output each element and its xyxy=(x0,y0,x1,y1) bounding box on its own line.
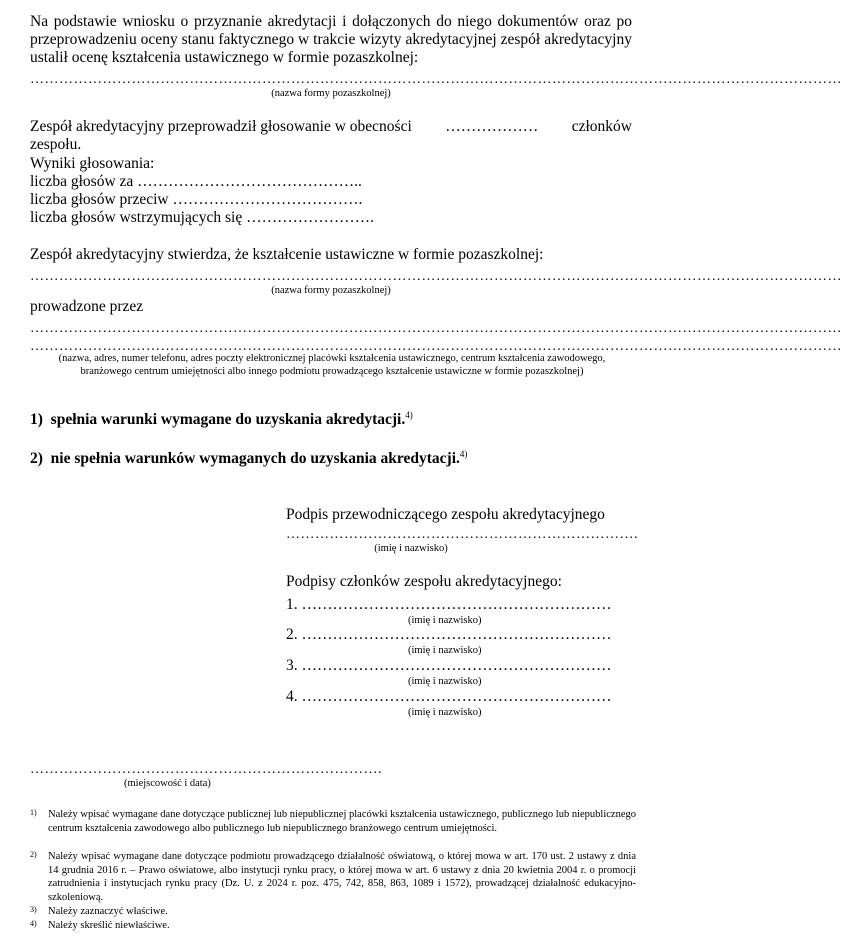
member-name-label: (imię i nazwisko) xyxy=(408,676,482,687)
chair-name-label: (imię i nazwisko) xyxy=(374,543,448,554)
member-signature-field[interactable]: …………………………………………………… xyxy=(301,626,612,643)
member-number: 1. xyxy=(286,596,298,613)
footnote-number: 4) xyxy=(30,919,37,928)
member-signature-2 xyxy=(286,626,626,657)
vote-sentence-part-a: Zespół akredytacyjny przeprowadził głosowanie w obecności xyxy=(30,118,412,135)
member-signature-1 xyxy=(286,596,626,627)
form-name-label: (nazwa formy pozaszkolnej) xyxy=(271,88,391,99)
footnote-text: Należy skreślić niewłaściwe. xyxy=(48,920,170,931)
member-signature-field[interactable]: …………………………………………………… xyxy=(301,688,612,705)
option-number: 2) xyxy=(30,450,43,467)
footnote-text: Należy wpisać wymagane dane dotyczące publicznej lub niepublicznej placówki kształcenia ustawicznego, publicznego lub niepublicznego centrum kształcenia zawodowego albo publicznego lub niepublicznego branżowego centrum umiejętności. xyxy=(48,809,636,834)
vote-sentence-part-c: zespołu. xyxy=(30,136,82,153)
form-name-label-2: (nazwa formy pozaszkolnej) xyxy=(271,285,391,296)
member-name-label: (imię i nazwisko) xyxy=(408,707,482,718)
place-date-field[interactable]: ………………………………………………………………. xyxy=(30,762,382,777)
footnote-number: 3) xyxy=(30,905,37,914)
entity-field-line-1[interactable]: …………………………………………………………………………………………………………………………………………………… xyxy=(30,321,842,336)
member-name-label: (imię i nazwisko) xyxy=(408,615,482,626)
form-name-field-2[interactable]: …………………………………………………………………………………………………………………………………………………… xyxy=(30,269,842,284)
footnote-number: 2) xyxy=(30,850,37,859)
conducted-by-label: prowadzone przez xyxy=(30,298,144,315)
member-signature-4 xyxy=(286,688,626,719)
form-name-field[interactable]: …………………………………………………………………………………………………………………………………………………… xyxy=(30,72,842,87)
footnote-ref: 4) xyxy=(459,448,468,459)
entity-field-line-2[interactable]: …………………………………………………………………………………………………………………………………………………… xyxy=(30,339,842,354)
chair-signature-field[interactable]: ………………………………………………………………. xyxy=(286,527,638,542)
present-members-field[interactable]: ……………… xyxy=(445,118,539,135)
option-text: nie spełnia warunków wymaganych do uzyskania akredytacji. xyxy=(50,450,460,467)
votes-abstain-field[interactable]: liczba głosów wstrzymujących się ……………………. xyxy=(30,209,374,226)
vote-sentence xyxy=(30,118,632,154)
vote-results-label: Wyniki głosowania: xyxy=(30,155,155,172)
place-date-label: (miejscowość i data) xyxy=(124,778,211,789)
option-meets-requirements[interactable] xyxy=(30,411,413,429)
member-signature-field[interactable]: …………………………………………………… xyxy=(301,596,612,613)
member-number: 3. xyxy=(286,657,298,674)
footnote-text: Należy zaznaczyć właściwe. xyxy=(48,906,168,917)
option-text: spełnia warunki wymagane do uzyskania akredytacji. xyxy=(50,411,406,428)
footnote-text: Należy wpisać wymagane dane dotyczące podmiotu prowadzącego działalność oświatową, o której mowa w art. 170 ust. 2 ustawy z dnia 14 grudnia 2016 r. – Prawo oświatowe, albo instytucji rynku pracy, o której mowa w art. 6 ustawy z dnia 20 kwietnia 2004 r. o promocji zatrudnienia i instytucjach rynku pracy (Dz. U. z 2024 r. poz. 475, 742, 858, 863, 1089 i 1572), prowadzącej działalność edukacyjno-szkoleniową. xyxy=(48,851,636,903)
footnote-ref: 4) xyxy=(405,409,413,420)
option-does-not-meet-requirements[interactable] xyxy=(30,450,467,468)
vote-sentence-part-b: członków xyxy=(571,118,632,135)
member-signature-field[interactable]: …………………………………………………… xyxy=(301,657,612,674)
member-number: 2. xyxy=(286,626,298,643)
option-number: 1) xyxy=(30,411,43,428)
member-signature-3 xyxy=(286,657,626,688)
entity-label: (nazwa, adres, numer telefonu, adres poczty elektronicznej placówki kształcenia ustawicznego, centrum kształcenia zawodowego, branżowego centrum umiejętności albo innego podmiotu prowadzącego kształcenie ustawiczne w formie pozaszkolnej) xyxy=(58,353,606,377)
votes-for-field[interactable]: liczba głosów za …………………………………….. xyxy=(30,173,362,190)
member-name-label: (imię i nazwisko) xyxy=(408,645,482,656)
intro-paragraph: Na podstawie wniosku o przyznanie akredytacji i dołączonych do niego dokumentów oraz po przeprowadzeniu oceny stanu faktycznego w trakcie wizyty akredytacyjnej zespół akredytacyjny ustalił ocenę kształcenia ustawicznego w formie pozaszkolnej: xyxy=(30,13,632,66)
chair-signature-title: Podpis przewodniczącego zespołu akredytacyjnego xyxy=(286,506,605,523)
finding-sentence: Zespół akredytacyjny stwierdza, że kształcenie ustawiczne w formie pozaszkolnej: xyxy=(30,246,544,263)
members-signature-title: Podpisy członków zespołu akredytacyjnego: xyxy=(286,573,562,590)
member-number: 4. xyxy=(286,688,298,705)
footnote-number: 1) xyxy=(30,808,37,817)
votes-against-field[interactable]: liczba głosów przeciw ………………………………. xyxy=(30,191,363,208)
